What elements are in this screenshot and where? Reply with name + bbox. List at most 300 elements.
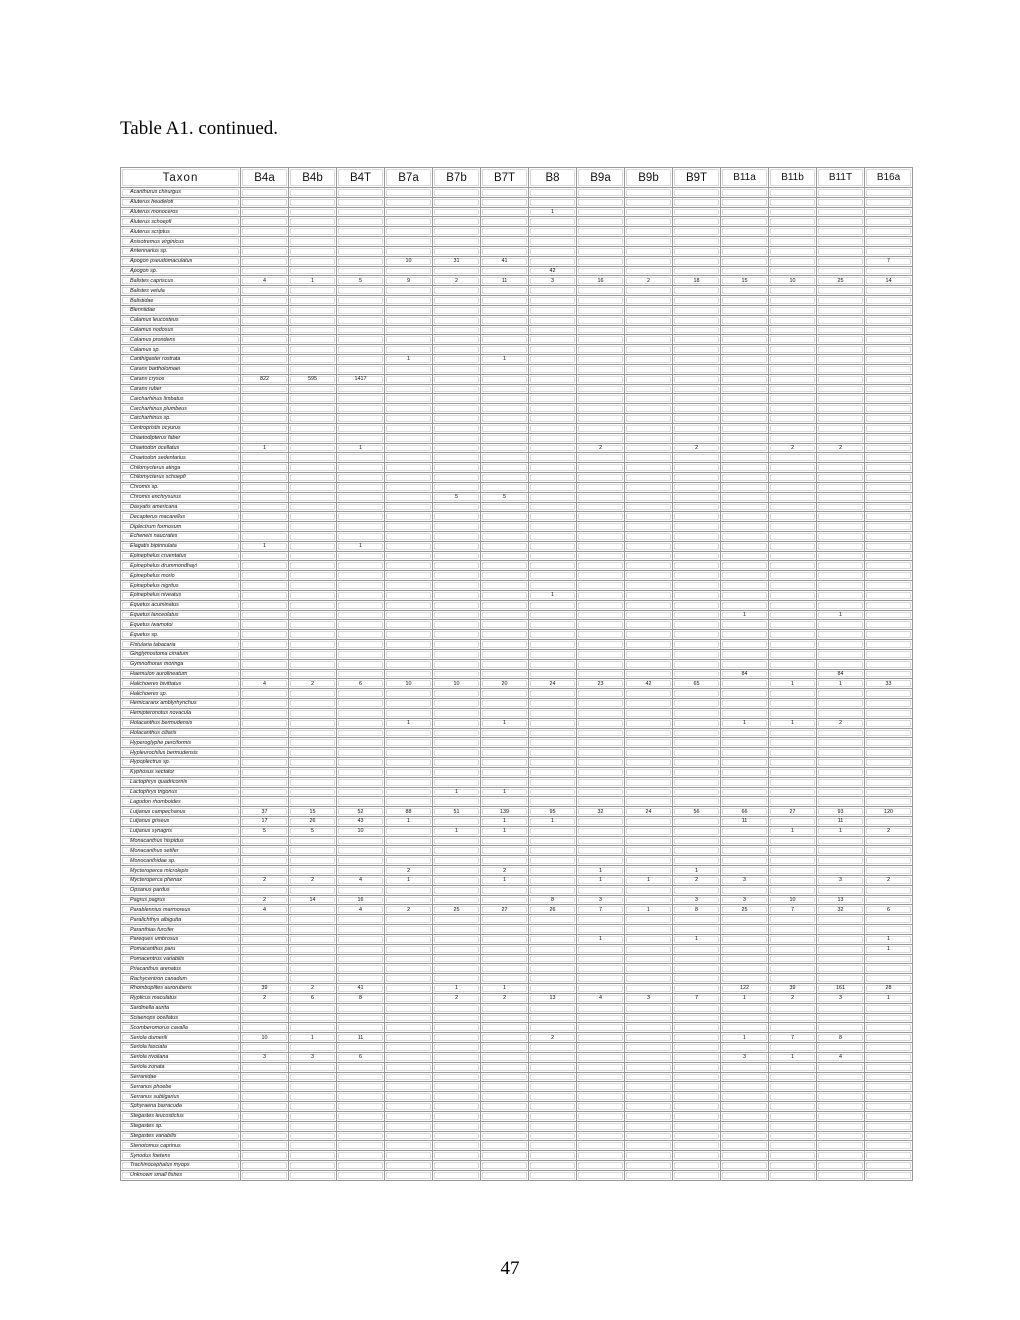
count-cell [529, 689, 577, 699]
count-cell [577, 561, 625, 571]
table-row [121, 640, 913, 650]
count-cell: 4 [337, 905, 385, 915]
count-cell [241, 483, 289, 493]
count-cell [577, 483, 625, 493]
count-cell [529, 1141, 577, 1151]
count-cell [865, 394, 913, 404]
count-cell [577, 915, 625, 925]
count-cell [529, 394, 577, 404]
count-cell: 15 [721, 276, 769, 286]
count-cell [673, 1151, 721, 1161]
count-cell [577, 827, 625, 837]
count-cell [625, 945, 673, 955]
table-row [121, 296, 913, 306]
count-cell [865, 729, 913, 739]
count-cell [337, 355, 385, 365]
count-cell [769, 768, 817, 778]
count-cell [529, 493, 577, 503]
count-cell [337, 345, 385, 355]
taxon-name-cell: Paranthias furcifer [121, 925, 241, 935]
count-cell [817, 424, 865, 434]
count-cell: 1 [577, 935, 625, 945]
table-row [121, 404, 913, 414]
table-row [121, 620, 913, 630]
count-cell [817, 778, 865, 788]
count-cell [337, 640, 385, 650]
count-cell [577, 247, 625, 257]
count-cell [529, 365, 577, 375]
count-cell: 16 [577, 276, 625, 286]
count-cell [865, 778, 913, 788]
count-cell: 10 [433, 679, 481, 689]
count-cell [289, 316, 337, 326]
count-cell [625, 542, 673, 552]
count-cell [337, 532, 385, 542]
count-cell [673, 247, 721, 257]
count-cell [529, 532, 577, 542]
count-cell [385, 896, 433, 906]
count-cell [625, 483, 673, 493]
count-cell [673, 1063, 721, 1073]
count-cell [481, 709, 529, 719]
column-header-b4t: B4T [337, 168, 385, 188]
count-cell [817, 660, 865, 670]
count-cell [289, 217, 337, 227]
count-cell: 6 [337, 1053, 385, 1063]
table-row [121, 945, 913, 955]
count-cell [673, 925, 721, 935]
count-cell: 15 [289, 807, 337, 817]
count-cell [769, 1023, 817, 1033]
count-cell [289, 866, 337, 876]
count-cell [337, 974, 385, 984]
count-cell: 1 [481, 876, 529, 886]
count-cell [481, 778, 529, 788]
table-row [121, 1023, 913, 1033]
count-cell [337, 758, 385, 768]
count-cell [529, 1053, 577, 1063]
count-cell [385, 994, 433, 1004]
count-cell [241, 394, 289, 404]
count-cell: 2 [673, 876, 721, 886]
count-cell [625, 709, 673, 719]
count-cell [673, 738, 721, 748]
count-cell: 161 [817, 984, 865, 994]
count-cell [385, 394, 433, 404]
count-cell [817, 1082, 865, 1092]
count-cell [289, 591, 337, 601]
count-cell [721, 532, 769, 542]
count-cell [433, 188, 481, 198]
count-cell [721, 925, 769, 935]
count-cell [385, 188, 433, 198]
count-cell [817, 591, 865, 601]
count-cell [481, 630, 529, 640]
taxon-name-cell: Chaetodon sedentarius [121, 453, 241, 463]
count-cell [577, 974, 625, 984]
count-cell [289, 709, 337, 719]
table-row [121, 571, 913, 581]
count-cell [817, 453, 865, 463]
count-cell [577, 286, 625, 296]
count-cell [337, 335, 385, 345]
count-cell [289, 463, 337, 473]
count-cell [625, 650, 673, 660]
count-cell [241, 335, 289, 345]
count-cell: 25 [817, 276, 865, 286]
count-cell [481, 1161, 529, 1171]
count-cell [433, 345, 481, 355]
count-cell [337, 719, 385, 729]
count-cell [817, 512, 865, 522]
count-cell: 39 [769, 984, 817, 994]
taxon-name-cell: Balistidae [121, 296, 241, 306]
count-cell [481, 640, 529, 650]
count-cell [769, 237, 817, 247]
count-cell: 41 [481, 257, 529, 267]
count-cell [289, 797, 337, 807]
count-cell [865, 424, 913, 434]
count-cell [481, 620, 529, 630]
count-cell [625, 522, 673, 532]
count-cell [625, 1151, 673, 1161]
count-cell [241, 935, 289, 945]
count-cell [241, 846, 289, 856]
count-cell: 32 [577, 807, 625, 817]
count-cell [817, 925, 865, 935]
count-cell [577, 591, 625, 601]
table-row [121, 512, 913, 522]
table-row [121, 1171, 913, 1181]
count-cell [385, 1151, 433, 1161]
count-cell [337, 414, 385, 424]
count-cell [769, 286, 817, 296]
count-cell [385, 414, 433, 424]
count-cell: 1 [385, 817, 433, 827]
count-cell [529, 955, 577, 965]
taxon-name-cell: Pomacentrus variabilis [121, 955, 241, 965]
table-row [121, 217, 913, 227]
count-cell [529, 503, 577, 513]
count-cell [529, 1151, 577, 1161]
count-cell: 1 [769, 719, 817, 729]
count-cell [481, 365, 529, 375]
taxon-name-cell: Aluterus monoceros [121, 208, 241, 218]
count-cell [817, 483, 865, 493]
count-cell [241, 296, 289, 306]
count-cell [241, 1161, 289, 1171]
count-cell [865, 650, 913, 660]
taxon-name-cell: Ginglymostoma cirratum [121, 650, 241, 660]
count-cell [577, 630, 625, 640]
count-cell [577, 1151, 625, 1161]
count-cell: 1417 [337, 375, 385, 385]
count-cell: 1 [337, 444, 385, 454]
count-cell [769, 522, 817, 532]
count-cell: 595 [289, 375, 337, 385]
count-cell: 11 [721, 817, 769, 827]
count-cell [769, 355, 817, 365]
count-cell: 26 [289, 817, 337, 827]
count-cell [289, 778, 337, 788]
count-cell [721, 355, 769, 365]
count-cell [337, 768, 385, 778]
count-cell [385, 404, 433, 414]
count-cell [673, 424, 721, 434]
taxon-name-cell: Seriola fasciata [121, 1043, 241, 1053]
count-cell: 3 [721, 1053, 769, 1063]
count-cell [817, 788, 865, 798]
count-cell [481, 473, 529, 483]
count-cell [769, 689, 817, 699]
table-row [121, 1141, 913, 1151]
count-cell [577, 729, 625, 739]
count-cell [481, 188, 529, 198]
count-cell [529, 217, 577, 227]
count-cell [673, 532, 721, 542]
count-cell [481, 217, 529, 227]
count-cell [337, 217, 385, 227]
count-cell [241, 660, 289, 670]
count-cell [481, 738, 529, 748]
count-cell [769, 552, 817, 562]
count-cell [721, 306, 769, 316]
count-cell: 23 [577, 679, 625, 689]
count-cell [481, 1023, 529, 1033]
table-row [121, 984, 913, 994]
count-cell [385, 1043, 433, 1053]
count-cell [289, 493, 337, 503]
count-cell [769, 788, 817, 798]
count-cell [865, 453, 913, 463]
count-cell [625, 1171, 673, 1181]
table-row [121, 237, 913, 247]
count-cell [817, 945, 865, 955]
count-cell: 1 [433, 984, 481, 994]
count-cell [673, 797, 721, 807]
count-cell [673, 483, 721, 493]
count-cell [241, 503, 289, 513]
count-cell [289, 355, 337, 365]
count-cell [865, 896, 913, 906]
count-cell [337, 1151, 385, 1161]
table-row [121, 748, 913, 758]
taxon-name-cell: Carcharhinus plumbeus [121, 404, 241, 414]
count-cell: 2 [529, 1033, 577, 1043]
count-cell [289, 237, 337, 247]
count-cell [529, 1102, 577, 1112]
count-cell [385, 915, 433, 925]
count-cell [769, 945, 817, 955]
count-cell [241, 237, 289, 247]
count-cell [817, 335, 865, 345]
count-cell [385, 925, 433, 935]
count-cell [289, 1122, 337, 1132]
count-cell [433, 375, 481, 385]
count-cell [721, 768, 769, 778]
count-cell [337, 1141, 385, 1151]
count-cell [433, 1112, 481, 1122]
count-cell [385, 620, 433, 630]
taxon-name-cell: Holacanthus ciliaris [121, 729, 241, 739]
table-row [121, 611, 913, 621]
table-body [121, 188, 913, 1181]
count-cell [865, 237, 913, 247]
count-cell [481, 345, 529, 355]
count-cell [673, 1092, 721, 1102]
taxon-name-cell: Mycteroperca phenax [121, 876, 241, 886]
count-cell [241, 601, 289, 611]
count-cell [817, 955, 865, 965]
count-cell: 24 [625, 807, 673, 817]
count-cell [529, 856, 577, 866]
table-row [121, 827, 913, 837]
count-cell [433, 552, 481, 562]
count-cell [673, 581, 721, 591]
count-cell [241, 699, 289, 709]
count-cell [337, 365, 385, 375]
count-cell [817, 1063, 865, 1073]
count-cell [241, 404, 289, 414]
count-cell [577, 1082, 625, 1092]
count-cell [529, 581, 577, 591]
count-cell [241, 778, 289, 788]
count-cell [529, 1161, 577, 1171]
count-cell [769, 188, 817, 198]
count-cell [817, 1014, 865, 1024]
count-cell [385, 198, 433, 208]
count-cell [481, 896, 529, 906]
count-cell [241, 611, 289, 621]
count-cell: 1 [385, 876, 433, 886]
count-cell [721, 1141, 769, 1151]
table-row [121, 679, 913, 689]
count-cell [865, 591, 913, 601]
count-cell: 33 [865, 679, 913, 689]
count-cell [337, 670, 385, 680]
count-cell [481, 797, 529, 807]
count-cell [337, 620, 385, 630]
count-cell [337, 945, 385, 955]
taxon-name-cell: Anisotremus virginicus [121, 237, 241, 247]
count-cell [241, 925, 289, 935]
count-cell [625, 827, 673, 837]
count-cell [289, 689, 337, 699]
count-cell [337, 788, 385, 798]
count-cell [529, 748, 577, 758]
count-cell [769, 463, 817, 473]
count-cell [337, 1161, 385, 1171]
count-cell [817, 1112, 865, 1122]
count-cell [673, 886, 721, 896]
count-cell [577, 1092, 625, 1102]
taxon-name-cell: Equetus sp. [121, 630, 241, 640]
count-cell [481, 424, 529, 434]
count-cell [241, 1073, 289, 1083]
count-cell [433, 640, 481, 650]
count-cell: 16 [337, 896, 385, 906]
count-cell [241, 532, 289, 542]
count-cell [769, 1102, 817, 1112]
count-cell [337, 611, 385, 621]
count-cell [481, 581, 529, 591]
count-cell [625, 1122, 673, 1132]
count-cell [721, 748, 769, 758]
count-cell [385, 729, 433, 739]
count-cell [817, 1141, 865, 1151]
count-cell [481, 689, 529, 699]
count-cell [577, 925, 625, 935]
count-cell [769, 1082, 817, 1092]
taxon-name-cell: Apogon sp. [121, 267, 241, 277]
count-cell [529, 1023, 577, 1033]
count-cell [529, 453, 577, 463]
count-cell [385, 552, 433, 562]
count-cell [337, 729, 385, 739]
count-cell: 8 [529, 896, 577, 906]
count-cell [625, 1073, 673, 1083]
count-cell [865, 404, 913, 414]
count-cell [337, 1073, 385, 1083]
count-cell [433, 719, 481, 729]
count-cell [769, 856, 817, 866]
count-cell [865, 630, 913, 640]
count-cell [337, 394, 385, 404]
count-cell [721, 886, 769, 896]
count-cell [865, 522, 913, 532]
count-cell [817, 620, 865, 630]
count-cell [289, 365, 337, 375]
count-cell [769, 404, 817, 414]
count-cell [625, 1023, 673, 1033]
count-cell [337, 748, 385, 758]
count-cell: 4 [817, 1053, 865, 1063]
count-cell [481, 1141, 529, 1151]
count-cell [625, 788, 673, 798]
count-cell [433, 473, 481, 483]
count-cell [721, 385, 769, 395]
count-cell [769, 267, 817, 277]
table-row [121, 188, 913, 198]
count-cell [721, 217, 769, 227]
count-cell: 10 [241, 1033, 289, 1043]
count-cell [721, 974, 769, 984]
count-cell [529, 620, 577, 630]
count-cell [385, 1023, 433, 1033]
count-cell [433, 316, 481, 326]
count-cell [721, 561, 769, 571]
count-cell [577, 345, 625, 355]
count-cell [577, 1033, 625, 1043]
count-cell [433, 267, 481, 277]
count-cell [289, 660, 337, 670]
count-cell [433, 404, 481, 414]
count-cell: 13 [529, 994, 577, 1004]
count-cell [625, 227, 673, 237]
table-row [121, 1122, 913, 1132]
count-cell [625, 955, 673, 965]
count-cell [385, 827, 433, 837]
count-cell [385, 1033, 433, 1043]
taxon-name-cell: Rachycentron canadum [121, 974, 241, 984]
taxon-name-cell: Diplectrum formosum [121, 522, 241, 532]
count-cell: 8 [673, 905, 721, 915]
count-cell [433, 326, 481, 336]
count-cell [529, 1014, 577, 1024]
count-cell [433, 463, 481, 473]
count-cell [577, 768, 625, 778]
count-cell [865, 267, 913, 277]
